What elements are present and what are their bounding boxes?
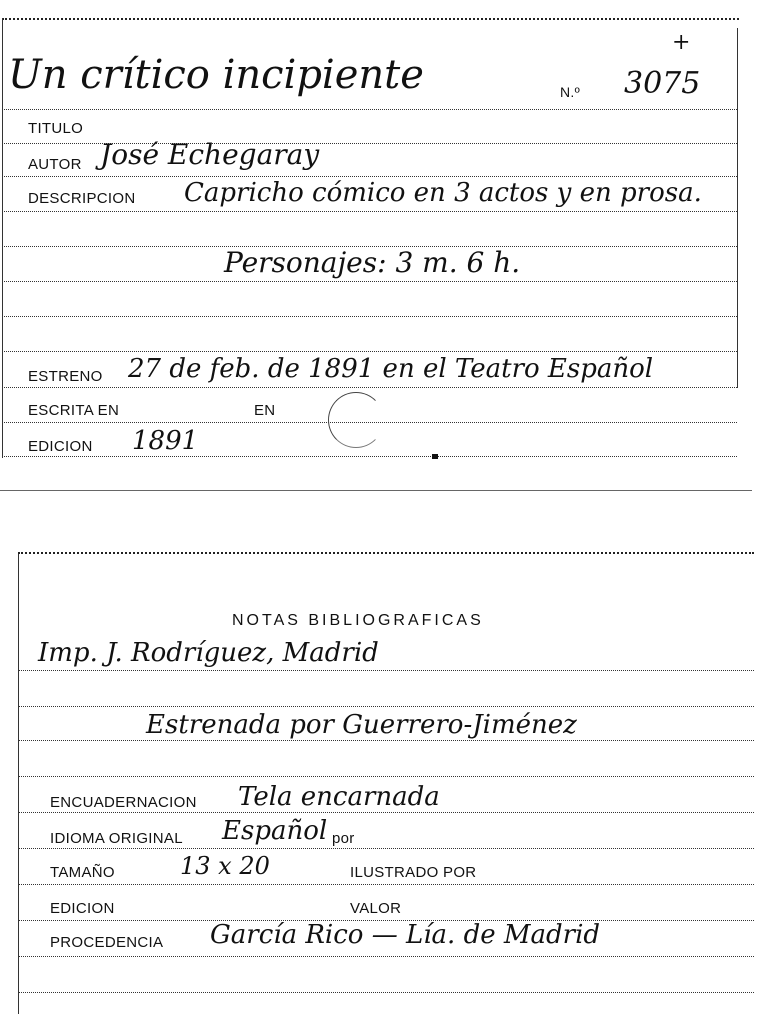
- descripcion-label: DESCRIPCION: [28, 190, 136, 207]
- card-top-edge: [2, 18, 739, 20]
- card-top-edge: [18, 552, 754, 554]
- escrita-en-label: ESCRITA EN: [28, 402, 120, 419]
- idioma-label: IDIOMA ORIGINAL: [50, 830, 183, 847]
- rule: [2, 211, 737, 212]
- personajes-value: Personajes: 3 m. 6 h.: [224, 246, 521, 279]
- rule: [18, 992, 754, 993]
- estreno-value: 27 de feb. de 1891 en el Teatro Español: [128, 354, 654, 384]
- procedencia-label: PROCEDENCIA: [50, 934, 164, 951]
- encuadernacion-label: ENCUADERNACION: [50, 794, 197, 811]
- number-label: N.º: [560, 84, 581, 100]
- rule: [18, 706, 754, 707]
- autor-label: AUTOR: [28, 156, 82, 173]
- rule: [2, 176, 737, 177]
- edicion-label: EDICION: [50, 900, 115, 917]
- tamano-label: TAMAÑO: [50, 864, 115, 881]
- en-label: EN: [254, 402, 276, 419]
- rule: [2, 316, 737, 317]
- titulo-label: TITULO: [28, 120, 84, 137]
- rule: [18, 884, 754, 885]
- rule: [18, 812, 754, 813]
- handwritten-title: Un crítico incipiente: [8, 52, 424, 98]
- punch-hole: [328, 392, 384, 448]
- card-right-edge: [737, 28, 738, 388]
- rule: [2, 456, 737, 457]
- descripcion-value: Capricho cómico en 3 actos y en prosa.: [184, 178, 702, 208]
- rule: [2, 281, 737, 282]
- plus-mark: +: [672, 30, 691, 55]
- rule: [2, 109, 737, 110]
- autor-value: José Echegaray: [100, 138, 320, 171]
- estreno-label: ESTRENO: [28, 368, 103, 385]
- valor-label: VALOR: [350, 900, 402, 917]
- note-line: Estrenada por Guerrero-Jiménez: [146, 710, 577, 740]
- rule: [2, 387, 737, 388]
- notas-heading: NOTAS BIBLIOGRAFICAS: [232, 612, 484, 629]
- rule: [2, 351, 737, 352]
- note-line: Imp. J. Rodríguez, Madrid: [38, 638, 379, 668]
- rule: [18, 740, 754, 741]
- edicion-label: EDICION: [28, 438, 93, 455]
- card-left-edge: [2, 18, 3, 458]
- card-bottom-edge: [0, 490, 752, 491]
- rule: [18, 776, 754, 777]
- rule: [18, 956, 754, 957]
- procedencia-value: García Rico — Lía. de Madrid: [210, 920, 601, 950]
- card-left-edge: [18, 554, 19, 1014]
- rule: [18, 670, 754, 671]
- ink-dot: [432, 454, 438, 459]
- edicion-value: 1891: [132, 426, 199, 456]
- encuadernacion-value: Tela encarnada: [238, 782, 440, 812]
- idioma-value: Español: [222, 816, 328, 846]
- ilustrado-label: ILUSTRADO POR: [350, 864, 477, 881]
- tamano-value: 13 x 20: [180, 852, 270, 880]
- rule: [18, 848, 754, 849]
- catalog-number: 3075: [624, 66, 701, 101]
- por-label: por: [332, 830, 355, 847]
- catalog-card-top: [2, 0, 739, 492]
- catalog-card-bottom: [18, 546, 754, 1016]
